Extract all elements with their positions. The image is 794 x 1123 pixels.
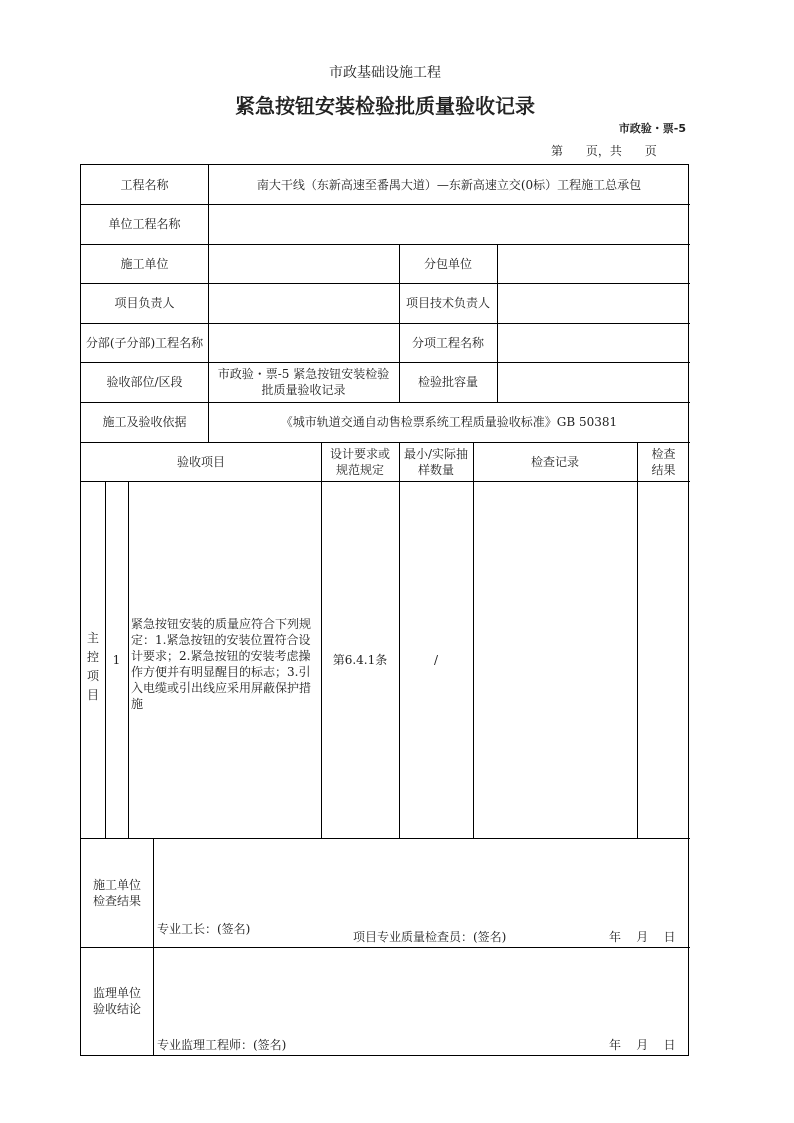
- project-leader-value: [208, 283, 399, 323]
- project-name-label: 工程名称: [120, 177, 169, 192]
- page-info: 第 页，共 页: [551, 144, 657, 158]
- project-name-value: 南大干线（东新高速至番禺大道）—东新高速立交(0标）工程施工总承包: [256, 177, 642, 192]
- batch-capacity-value: [497, 362, 690, 402]
- main-control-category: 主控项目: [86, 631, 99, 702]
- main-control-clause: 第6.4.1条: [332, 652, 388, 667]
- inspection-form: [80, 164, 689, 1056]
- division-value: [208, 323, 399, 362]
- unit-project-value: [208, 204, 690, 244]
- header-sample: 最小/实际抽样数量: [403, 446, 469, 477]
- unit-project-label: 单位工程名称: [108, 217, 181, 231]
- doc-title: 紧急按钮安装检验批质量验收记录: [235, 94, 535, 118]
- header-result: 检查结果: [651, 446, 676, 477]
- main-control-sample: /: [433, 652, 439, 667]
- header-design: 设计要求或规范规定: [329, 446, 390, 477]
- basis-value: 《城市轨道交通自动售检票系统工程质量验收标准》GB 50381: [280, 415, 618, 429]
- project-leader-label: 项目负责人: [114, 296, 175, 310]
- section-label: 验收部位/区段: [106, 375, 183, 389]
- subcontract-unit-value: [497, 244, 690, 283]
- foreman-signature: 专业工长：(签名): [157, 922, 251, 936]
- subitem-value: [497, 323, 690, 362]
- form-code: 市政验・票-5: [618, 122, 686, 135]
- header-item: 验收项目: [176, 454, 225, 469]
- supervision-engineer-signature: 专业监理工程师：(签名): [157, 1038, 287, 1052]
- construction-unit-value: [208, 244, 399, 283]
- section-value: 市政验・票-5 紧急按钮安装检验批质量验收记录: [217, 367, 390, 397]
- batch-capacity-label: 检验批容量: [417, 375, 478, 389]
- doc-subtitle: 市政基础设施工程: [329, 65, 441, 81]
- header-record: 检查记录: [530, 454, 579, 469]
- main-control-result: [637, 481, 690, 838]
- division-label: 分部(子分部)工程名称: [85, 335, 204, 350]
- basis-label: 施工及验收依据: [102, 415, 187, 429]
- construction-check-label: 施工单位检查结果: [92, 877, 141, 908]
- tech-leader-label: 项目技术负责人: [405, 296, 490, 310]
- main-control-number: 1: [112, 652, 121, 667]
- subitem-label: 分项工程名称: [411, 335, 484, 350]
- tech-leader-value: [497, 283, 690, 323]
- supervision-label: 监理单位验收结论: [92, 986, 141, 1016]
- construction-unit-label: 施工单位: [120, 256, 169, 271]
- supervision-date: 年 月 日: [609, 1038, 676, 1052]
- construction-check-date: 年 月 日: [609, 930, 676, 944]
- subcontract-unit-label: 分包单位: [423, 256, 472, 271]
- main-control-record: [473, 481, 637, 838]
- quality-inspector-signature: 项目专业质量检查员：(签名): [353, 930, 507, 944]
- main-control-content: 紧急按钮安装的质量应符合下列规定：1.紧急按钮的安装位置符合设计要求；2.紧急按钮的安装考虑操作方便并有明显醒目的标志；3.引入电缆或引出线应采用屏蔽保护措施: [131, 617, 312, 711]
